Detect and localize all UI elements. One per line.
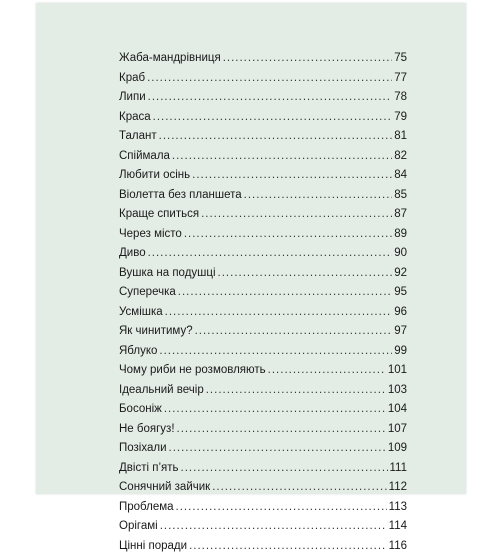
toc-entry <box>119 283 407 303</box>
toc-entry-page-number: 101 <box>388 361 407 381</box>
toc-entry-title: Любити осінь <box>119 166 190 186</box>
toc-entry <box>119 459 407 479</box>
dot-leader <box>184 225 392 245</box>
toc-entry <box>119 537 407 556</box>
toc-entry-page-number: 84 <box>394 166 407 186</box>
toc-entry-title: Віолетта без планшета <box>119 186 242 206</box>
dot-leader <box>159 127 393 147</box>
dot-leader <box>218 264 393 284</box>
toc-entry-page-number: 103 <box>388 381 407 401</box>
dot-leader <box>169 439 386 459</box>
toc-entry-page-number: 82 <box>394 147 407 167</box>
table-of-contents <box>119 49 407 556</box>
toc-entry-title: Краще спиться <box>119 205 199 225</box>
toc-entry <box>119 400 407 420</box>
dot-leader <box>159 342 392 362</box>
toc-entry <box>119 88 407 108</box>
toc-entry-page-number: 81 <box>394 127 407 147</box>
toc-entry-title: Орігамі <box>119 517 158 537</box>
toc-entry <box>119 439 407 459</box>
dot-leader <box>192 166 392 186</box>
toc-entry-title: Краб <box>119 69 145 89</box>
dot-leader <box>177 420 386 440</box>
toc-entry-title: Краса <box>119 108 151 128</box>
toc-entry-title: Усмішка <box>119 303 163 323</box>
toc-entry-title: Жаба-мандрівниця <box>119 49 221 69</box>
dot-leader <box>148 244 393 264</box>
toc-entry-page-number: 97 <box>394 322 407 342</box>
book-page <box>36 3 466 494</box>
dot-leader <box>181 459 388 479</box>
toc-entry-page-number: 109 <box>388 439 407 459</box>
toc-entry-page-number: 75 <box>394 49 407 69</box>
toc-entry <box>119 517 407 537</box>
toc-entry <box>119 478 407 498</box>
toc-entry-page-number: 78 <box>394 88 407 108</box>
toc-entry-title: Липи <box>119 88 146 108</box>
toc-entry <box>119 49 407 69</box>
toc-entry-page-number: 92 <box>394 264 407 284</box>
dot-leader <box>147 69 392 89</box>
toc-entry <box>119 342 407 362</box>
toc-entry-page-number: 77 <box>394 69 407 89</box>
toc-entry-page-number: 95 <box>394 283 407 303</box>
toc-entry <box>119 322 407 342</box>
toc-entry-title: Двісті п’ять <box>119 459 179 479</box>
toc-entry-page-number: 116 <box>389 537 407 556</box>
toc-entry-page-number: 107 <box>388 420 407 440</box>
toc-entry-title: Позіхали <box>119 439 167 459</box>
toc-entry-page-number: 112 <box>389 478 407 498</box>
toc-entry <box>119 244 407 264</box>
dot-leader <box>178 283 392 303</box>
toc-entry-title: Диво <box>119 244 146 264</box>
toc-entry-page-number: 85 <box>394 186 407 206</box>
toc-entry-title: Не боягуз! <box>119 420 175 440</box>
toc-entry <box>119 166 407 186</box>
toc-entry-title: Через місто <box>119 225 182 245</box>
toc-entry-page-number: 79 <box>394 108 407 128</box>
toc-entry-title: Сонячний зайчик <box>119 478 210 498</box>
toc-entry-page-number: 90 <box>394 244 407 264</box>
dot-leader <box>223 49 393 69</box>
toc-entry <box>119 127 407 147</box>
toc-entry-page-number: 89 <box>394 225 407 245</box>
toc-entry-title: Яблуко <box>119 342 157 362</box>
toc-entry <box>119 361 407 381</box>
dot-leader <box>153 108 393 128</box>
dot-leader <box>189 537 387 556</box>
toc-entry <box>119 498 407 518</box>
toc-entry <box>119 69 407 89</box>
toc-entry-title: Спіймала <box>119 147 170 167</box>
dot-leader <box>176 498 387 518</box>
toc-entry <box>119 264 407 284</box>
toc-entry-page-number: 96 <box>394 303 407 323</box>
dot-leader <box>206 381 386 401</box>
toc-entry-title: Босоніж <box>119 400 162 420</box>
dot-leader <box>172 147 392 167</box>
dot-leader <box>268 361 386 381</box>
dot-leader <box>148 88 393 108</box>
toc-entry <box>119 108 407 128</box>
toc-entry <box>119 186 407 206</box>
dot-leader <box>165 303 393 323</box>
toc-entry <box>119 147 407 167</box>
toc-entry <box>119 225 407 245</box>
dot-leader <box>244 186 393 206</box>
toc-entry-page-number: 114 <box>389 517 407 537</box>
dot-leader <box>212 478 386 498</box>
toc-entry <box>119 381 407 401</box>
toc-entry-title: Суперечка <box>119 283 176 303</box>
toc-entry-page-number: 113 <box>389 498 407 518</box>
toc-entry-page-number: 104 <box>388 400 407 420</box>
toc-entry-title: Талант <box>119 127 157 147</box>
toc-entry-title: Цінні поради <box>119 537 187 556</box>
toc-entry-page-number: 99 <box>394 342 407 362</box>
toc-entry-page-number: 87 <box>394 205 407 225</box>
dot-leader <box>164 400 386 420</box>
dot-leader <box>160 517 387 537</box>
toc-entry <box>119 205 407 225</box>
toc-entry <box>119 303 407 323</box>
dot-leader <box>195 322 393 342</box>
toc-entry-page-number: 111 <box>390 459 407 479</box>
toc-entry <box>119 420 407 440</box>
toc-entry-title: Проблема <box>119 498 174 518</box>
toc-entry-title: Чому риби не розмовляють <box>119 361 266 381</box>
toc-entry-title: Ідеальний вечір <box>119 381 204 401</box>
dot-leader <box>201 205 392 225</box>
toc-entry-title: Вушка на подушці <box>119 264 216 284</box>
toc-entry-title: Як чинитиму? <box>119 322 193 342</box>
